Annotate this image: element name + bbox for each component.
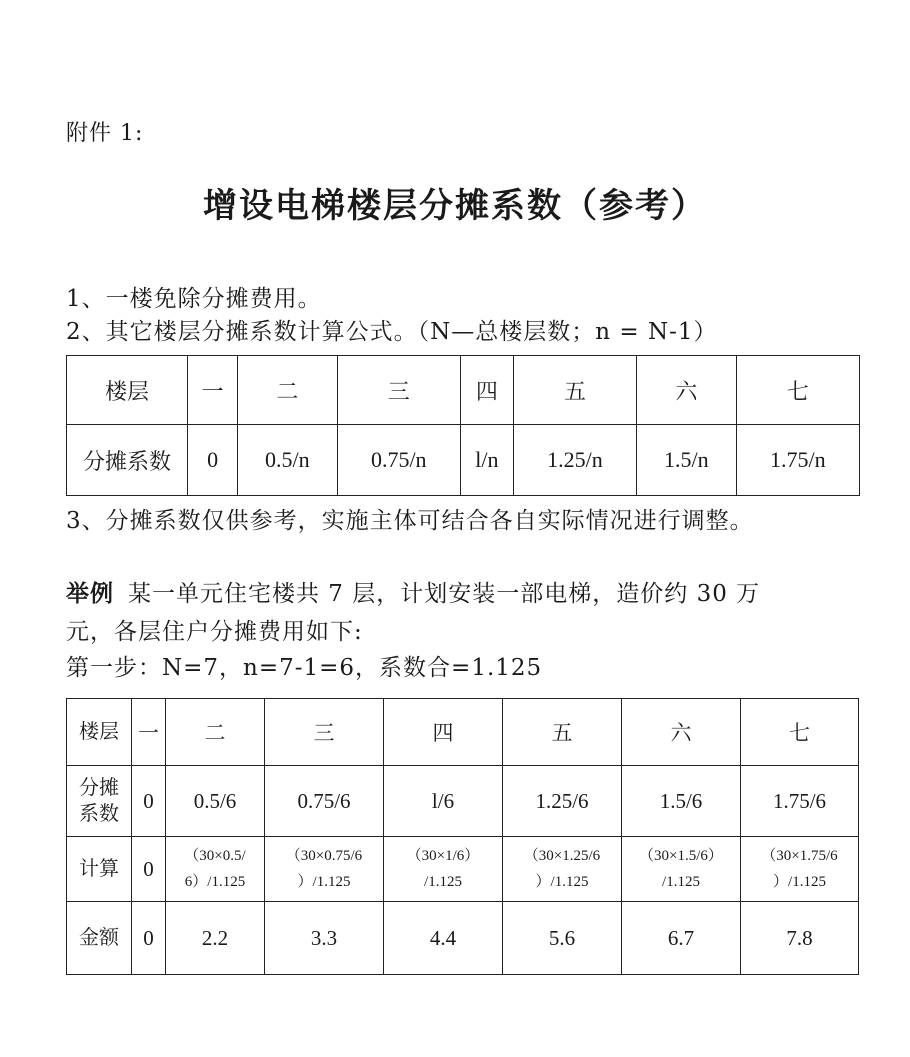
coefficient-cell-7: 1.75/6 xyxy=(741,766,859,837)
page-title: 增设电梯楼层分摊系数（参考） xyxy=(203,186,707,226)
coefficient-cell-5: 1.25/n xyxy=(513,425,636,496)
amount-cell-5: 5.6 xyxy=(503,902,622,975)
calc-line: （30×1/6） xyxy=(406,847,480,864)
example-line-1 xyxy=(66,575,760,608)
calc-line: （30×0.5/ xyxy=(184,847,246,864)
coefficient-cell-4: l/n xyxy=(460,425,513,496)
coefficient-label-line-1: 分摊 xyxy=(79,777,119,799)
table-row-floors xyxy=(67,356,860,425)
table-row-coefficients xyxy=(67,766,859,837)
calc-line: （30×1.5/6） xyxy=(639,847,723,864)
attachment-label: 附件 1: xyxy=(66,121,144,146)
calc-line: /1.125 xyxy=(424,874,462,890)
example-text: 某一单元住宅楼共 7 层，计划安装一部电梯，造价约 30 万 xyxy=(128,581,761,607)
amount-cell-6: 6.7 xyxy=(622,902,741,975)
floor-cell-6: 六 xyxy=(622,699,741,766)
table-row-calculation xyxy=(67,837,859,902)
floor-header-label: 楼层 xyxy=(67,356,188,425)
amount-row-label: 金额 xyxy=(67,902,132,975)
example-line-2: 元，各层住户分摊费用如下: xyxy=(66,619,363,645)
example-label: 举例 xyxy=(66,581,114,607)
floor-cell-2: 二 xyxy=(166,699,265,766)
coefficient-row-label: 分摊系数 xyxy=(67,425,188,496)
coefficient-cell-6: 1.5/n xyxy=(637,425,736,496)
example-cost-table xyxy=(66,698,859,975)
coefficient-cell-5: 1.25/6 xyxy=(503,766,622,837)
coefficient-row-label xyxy=(67,766,132,837)
floor-cell-2: 二 xyxy=(238,356,337,425)
coefficient-cell-1: 0 xyxy=(132,766,166,837)
floor-cell-6: 六 xyxy=(637,356,736,425)
floor-cell-1: 一 xyxy=(132,699,166,766)
rule-3: 3、分摊系数仅供参考，实施主体可结合各自实际情况进行调整。 xyxy=(66,508,754,534)
table-row-floors xyxy=(67,699,859,766)
coefficient-cell-3: 0.75/n xyxy=(337,425,460,496)
floor-cell-4: 四 xyxy=(384,699,503,766)
coefficient-cell-2: 0.5/n xyxy=(238,425,337,496)
floor-cell-5: 五 xyxy=(503,699,622,766)
calc-line: （30×0.75/6 xyxy=(285,847,363,864)
calc-cell-5 xyxy=(503,837,622,902)
amount-cell-1: 0 xyxy=(132,902,166,975)
coefficient-cell-7: 1.75/n xyxy=(736,425,859,496)
coefficient-cell-4: l/6 xyxy=(384,766,503,837)
coefficient-cell-2: 0.5/6 xyxy=(166,766,265,837)
calc-cell-1: 0 xyxy=(132,837,166,902)
calc-cell-7 xyxy=(741,837,859,902)
calc-line: （30×1.75/6 xyxy=(761,847,838,864)
floor-cell-7: 七 xyxy=(736,356,859,425)
floor-cell-3: 三 xyxy=(337,356,460,425)
amount-cell-2: 2.2 xyxy=(166,902,265,975)
calc-line: ）/1.125 xyxy=(773,874,826,890)
floor-cell-5: 五 xyxy=(513,356,636,425)
table-row-coefficients xyxy=(67,425,860,496)
rule-1: 1、一楼免除分摊费用。 xyxy=(66,286,322,312)
calc-line: /1.125 xyxy=(662,874,700,890)
calc-cell-2 xyxy=(166,837,265,902)
amount-cell-7: 7.8 xyxy=(741,902,859,975)
calc-line: 6）/1.125 xyxy=(184,874,246,890)
floor-header-label: 楼层 xyxy=(67,699,132,766)
coefficient-cell-6: 1.5/6 xyxy=(622,766,741,837)
coefficient-table xyxy=(66,355,860,496)
calc-cell-6 xyxy=(622,837,741,902)
floor-cell-1: 一 xyxy=(188,356,238,425)
calc-line: （30×1.25/6 xyxy=(523,847,601,864)
floor-cell-4: 四 xyxy=(460,356,513,425)
calc-line: ）/1.125 xyxy=(535,874,589,890)
table-row-amounts xyxy=(67,902,859,975)
coefficient-cell-3: 0.75/6 xyxy=(265,766,384,837)
calc-cell-4 xyxy=(384,837,503,902)
calc-cell-3 xyxy=(265,837,384,902)
coefficient-label-line-2: 系数 xyxy=(79,803,119,825)
amount-cell-4: 4.4 xyxy=(384,902,503,975)
rule-2: 2、其它楼层分摊系数计算公式。（N—总楼层数；n = N-1） xyxy=(66,319,718,345)
example-step-1: 第一步：N=7，n=7-1=6，系数合=1.125 xyxy=(66,655,543,681)
calculation-row-label: 计算 xyxy=(67,837,132,902)
amount-cell-3: 3.3 xyxy=(265,902,384,975)
coefficient-cell-1: 0 xyxy=(188,425,238,496)
floor-cell-7: 七 xyxy=(741,699,859,766)
floor-cell-3: 三 xyxy=(265,699,384,766)
calc-line: ）/1.125 xyxy=(297,874,351,890)
